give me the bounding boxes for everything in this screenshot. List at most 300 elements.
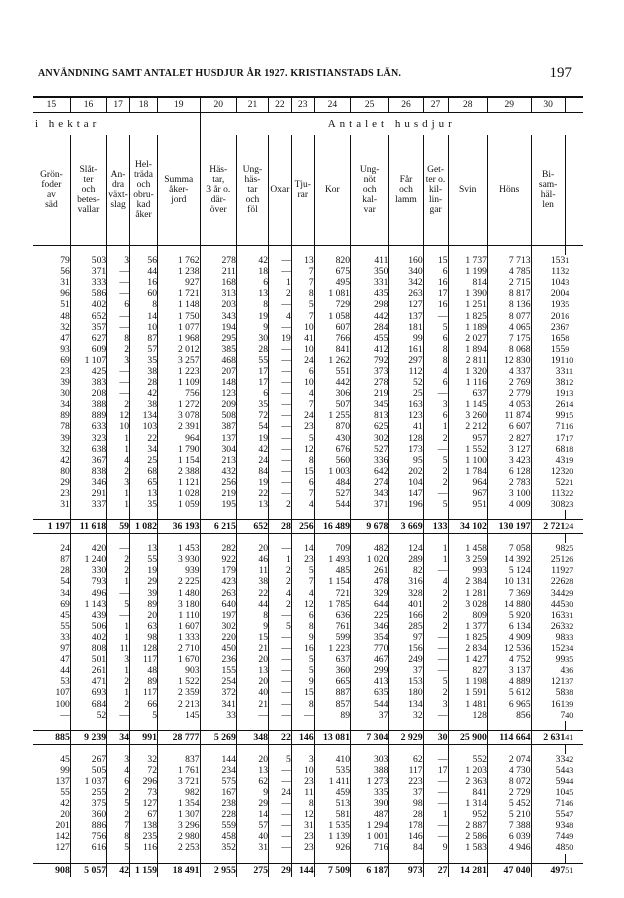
table-cell: 58 — [531, 687, 565, 698]
spacer-row — [33, 534, 583, 544]
table-cell: 201 — [531, 310, 565, 321]
table-row — [33, 288, 583, 299]
table-cell: 68 — [129, 466, 157, 477]
spacer-cell — [70, 246, 106, 256]
row-number: 30 — [565, 599, 574, 609]
total-cell: 1 159 — [129, 863, 157, 877]
total-cell: 22 — [269, 730, 292, 744]
row-number: 11 — [565, 366, 573, 376]
table-cell: 236 — [531, 322, 565, 333]
table-cell: 82 — [389, 565, 423, 576]
row-number: 34 — [565, 644, 574, 654]
table-cell: 32 — [389, 710, 423, 721]
table-cell: — — [269, 377, 292, 388]
table-cell: 1 — [423, 543, 448, 554]
table-cell: 73 — [129, 787, 157, 798]
table-cell: 2 225 — [158, 576, 201, 587]
row-number: 15 — [565, 411, 574, 421]
table-cell: 1 148 — [158, 299, 201, 310]
spacer-cell — [129, 721, 157, 731]
table-cell: 5 — [129, 710, 157, 721]
table-cell: 887 — [314, 687, 350, 698]
table-cell: — — [269, 798, 292, 809]
table-cell: 607 — [314, 322, 350, 333]
spacer-cell — [291, 534, 314, 544]
table-cell: 313 — [200, 288, 236, 299]
table-cell: 2 359 — [158, 687, 201, 698]
column-number-row — [33, 97, 583, 113]
table-cell: 179 — [200, 565, 236, 576]
table-cell: — — [269, 266, 292, 277]
table-row — [33, 333, 583, 344]
table-cell: 1 — [423, 809, 448, 820]
table-cell: 89 — [60, 410, 70, 422]
table-cell: 642 — [350, 466, 388, 477]
table-cell: 128 — [129, 643, 157, 654]
table-cell: 2 391 — [158, 421, 201, 432]
table-cell: 203 — [200, 299, 236, 310]
table-cell: 11 874 — [487, 410, 531, 421]
table-cell: 57 — [129, 344, 157, 355]
table-cell: 66 — [129, 698, 157, 709]
table-cell: 7 175 — [487, 333, 531, 344]
table-cell: 1 145 — [448, 399, 487, 410]
table-cell: 197 — [200, 610, 236, 621]
table-cell: 340 — [389, 266, 423, 277]
spacer-cell — [350, 246, 388, 256]
table-cell: 2 — [423, 433, 448, 444]
spacer-cell — [531, 246, 565, 256]
spacer-cell — [448, 534, 487, 544]
table-cell: 15 — [291, 687, 314, 698]
table-cell: 6 — [423, 266, 448, 277]
total-cell: 1 197 — [33, 520, 70, 534]
spacer-cell — [107, 721, 130, 731]
table-cell: 42 — [236, 255, 268, 266]
table-cell: 161 — [531, 698, 565, 709]
table-cell: 104 — [531, 277, 565, 288]
table-cell: 104 — [389, 477, 423, 488]
table-cell: 1 458 — [448, 543, 487, 554]
table-cell: 323 — [70, 433, 106, 444]
table-row — [33, 820, 583, 831]
column-header: Höns — [487, 135, 531, 246]
column-number: 20 — [200, 97, 236, 113]
table-cell: 401 — [389, 599, 423, 610]
table-cell: 1 314 — [448, 798, 487, 809]
table-cell: 3 180 — [158, 599, 201, 610]
table-cell: 1 825 — [448, 632, 487, 643]
row-number: 8 — [565, 333, 570, 343]
table-cell: — — [291, 710, 314, 721]
table-cell: 316 — [389, 576, 423, 587]
table-cell: 7 — [107, 820, 130, 831]
table-cell: 8 — [236, 610, 268, 621]
table-row — [33, 421, 583, 432]
table-cell: 3 257 — [158, 355, 201, 366]
table-cell: 352 — [200, 842, 236, 853]
table-cell: 20 — [236, 676, 268, 687]
table-cell: 134 — [129, 410, 157, 421]
table-cell: 67 — [129, 809, 157, 820]
spacer-cell — [487, 854, 531, 864]
table-cell: 1 116 — [448, 377, 487, 388]
table-cell: 957 — [448, 433, 487, 444]
table-cell: 4 909 — [487, 632, 531, 643]
table-cell: — — [423, 310, 448, 321]
table-cell: 155 — [200, 665, 236, 676]
table-cell: 62 — [236, 776, 268, 787]
table-cell: 62 — [389, 754, 423, 765]
table-row — [33, 754, 583, 765]
spacer-cell — [158, 854, 201, 864]
table-row — [33, 787, 583, 798]
table-cell: 1 100 — [448, 455, 487, 466]
spacer-cell — [269, 534, 292, 544]
row-number: 29 — [565, 588, 574, 598]
table-cell: 13 — [129, 543, 157, 554]
table-cell: 1 109 — [158, 377, 201, 388]
spacer-cell — [291, 246, 314, 256]
table-cell: 6 134 — [487, 621, 531, 632]
table-row — [33, 687, 583, 698]
table-cell: 127 — [55, 842, 70, 854]
table-cell: 9 — [291, 632, 314, 643]
table-cell: 13 — [236, 665, 268, 676]
table-cell: 28 — [60, 565, 70, 577]
table-cell: — — [423, 754, 448, 765]
table-cell: 84 — [236, 466, 268, 477]
total-cell: 30 — [423, 730, 448, 744]
table-cell: 1 737 — [448, 255, 487, 266]
table-cell: 676 — [314, 444, 350, 455]
table-cell: 263 — [200, 588, 236, 599]
table-cell: 1 281 — [448, 588, 487, 599]
table-cell: 278 — [200, 255, 236, 266]
table-cell: 1 607 — [158, 621, 201, 632]
spacer-cell — [389, 534, 423, 544]
table-cell: 586 — [70, 288, 106, 299]
table-cell: 423 — [200, 576, 236, 587]
table-cell: 2 — [269, 499, 292, 510]
table-row — [33, 554, 583, 565]
table-cell: 870 — [314, 421, 350, 432]
table-cell: 1 493 — [314, 554, 350, 565]
table-cell: 295 — [200, 333, 236, 344]
table-cell: 1 154 — [314, 576, 350, 587]
table-cell: 1 — [269, 554, 292, 565]
spacer-cell — [487, 721, 531, 731]
table-cell: 211 — [200, 266, 236, 277]
spacer-cell — [314, 510, 350, 520]
table-cell: 117 — [129, 687, 157, 698]
table-cell: 2 779 — [487, 388, 531, 399]
table-cell: 193 — [531, 299, 565, 310]
table-cell: 967 — [448, 488, 487, 499]
table-cell: 23 — [291, 842, 314, 853]
table-cell: — — [269, 610, 292, 621]
table-cell: 23 — [60, 365, 70, 377]
table-cell: 1 003 — [314, 466, 350, 477]
table-cell: 373 — [350, 366, 388, 377]
table-cell: — — [269, 477, 292, 488]
table-cell: 6 607 — [487, 421, 531, 432]
table-cell: 52 — [70, 710, 106, 721]
table-cell: 478 — [350, 576, 388, 587]
spacer-row — [33, 246, 583, 256]
table-cell: 814 — [448, 277, 487, 288]
table-cell: 28 — [236, 344, 268, 355]
table-cell: 123 — [531, 466, 565, 477]
table-cell: 652 — [70, 310, 106, 321]
spacer-cell — [350, 744, 388, 754]
table-cell: 350 — [350, 266, 388, 277]
table-cell: 693 — [70, 687, 106, 698]
table-cell: 13 — [291, 255, 314, 266]
table-cell: 138 — [129, 820, 157, 831]
spacer-cell — [269, 854, 292, 864]
table-cell: 209 — [200, 399, 236, 410]
table-cell: 41 — [291, 333, 314, 344]
row-number: 39 — [565, 699, 574, 709]
column-header: Kor — [314, 135, 350, 246]
spacer-cell — [531, 854, 565, 864]
column-number: 16 — [70, 97, 106, 113]
table-cell: 982 — [158, 787, 201, 798]
row-number: 32 — [565, 621, 574, 631]
table-cell: 2 — [107, 554, 130, 565]
column-number: 26 — [389, 97, 423, 113]
table-cell: 345 — [350, 399, 388, 410]
table-row — [33, 299, 583, 310]
spacer-row — [33, 510, 583, 520]
row-number: 5 — [565, 300, 570, 310]
table-cell: 89 — [129, 676, 157, 687]
spacer-cell — [107, 246, 130, 256]
table-cell: 89 — [129, 599, 157, 610]
spacer-cell — [70, 744, 106, 754]
table-cell: 4 — [423, 366, 448, 377]
table-cell: 495 — [314, 277, 350, 288]
spacer-cell — [70, 721, 106, 731]
table-cell: 98 — [389, 798, 423, 809]
table-cell: 2 012 — [158, 344, 201, 355]
table-cell: 99 — [531, 654, 565, 665]
table-cell: 4 — [269, 588, 292, 599]
table-cell: 1 333 — [158, 632, 201, 643]
table-cell: 1 001 — [350, 831, 388, 842]
table-cell: 13 — [236, 765, 268, 776]
table-cell: 208 — [70, 388, 106, 399]
spacer-cell — [269, 246, 292, 256]
spacer-cell — [129, 854, 157, 864]
table-cell: 1 110 — [158, 610, 201, 621]
table-cell: 2 388 — [158, 466, 201, 477]
table-cell: 1 453 — [158, 543, 201, 554]
total-cell: 6 187 — [350, 863, 388, 877]
total-cell: 2 955 — [200, 863, 236, 877]
table-cell: 63 — [129, 621, 157, 632]
table-cell: 153 — [531, 255, 565, 266]
spacer-cell — [448, 510, 487, 520]
table-cell: 97 — [389, 632, 423, 643]
table-cell: 181 — [389, 322, 423, 333]
table-cell: 8 — [129, 299, 157, 310]
table-row — [33, 466, 583, 477]
table-cell: 48 — [60, 310, 70, 322]
total-cell: 36 193 — [158, 520, 201, 534]
table-cell: 42 — [236, 444, 268, 455]
table-cell: 55 — [60, 786, 70, 798]
table-cell: 39 — [129, 588, 157, 599]
column-header: Tju- rar — [291, 135, 314, 246]
page-number: 197 — [549, 65, 572, 81]
table-cell: 4 337 — [487, 366, 531, 377]
table-cell: 134 — [389, 698, 423, 709]
table-cell: — — [107, 377, 130, 388]
table-cell: — — [269, 776, 292, 787]
table-cell: 93 — [60, 343, 70, 355]
table-cell: 357 — [70, 322, 106, 333]
table-cell: 267 — [70, 754, 106, 765]
table-cell: 35 — [129, 499, 157, 510]
table-cell: — — [423, 632, 448, 643]
table-cell: 1 761 — [158, 765, 201, 776]
table-cell: 201 — [55, 820, 70, 832]
table-cell: 5 — [291, 665, 314, 676]
page-header — [0, 66, 624, 84]
table-cell: 2 769 — [487, 377, 531, 388]
spacer-cell — [423, 854, 448, 864]
row-number: 20 — [565, 466, 574, 476]
table-cell: 255 — [70, 787, 106, 798]
table-row — [33, 798, 583, 809]
table-cell: 926 — [314, 842, 350, 853]
group-header-livestock: Antalet husdjur — [200, 113, 583, 136]
row-number: 3 — [565, 278, 570, 288]
table-cell: 256 — [200, 477, 236, 488]
table-cell: 1 273 — [350, 776, 388, 787]
table-row — [33, 444, 583, 455]
table-cell: 1 199 — [448, 266, 487, 277]
table-cell: 1 721 — [158, 288, 201, 299]
table-row — [33, 255, 583, 266]
table-cell: 1 139 — [314, 831, 350, 842]
table-cell: 1 251 — [448, 299, 487, 310]
spacer-cell — [129, 510, 157, 520]
table-cell: 20 — [60, 809, 70, 821]
table-cell: 3 137 — [487, 665, 531, 676]
table-cell: 616 — [70, 842, 106, 853]
table-cell: 1 552 — [448, 444, 487, 455]
table-cell: 9 — [236, 787, 268, 798]
table-cell: — — [269, 388, 292, 399]
table-cell: 2 — [107, 565, 130, 576]
table-cell: 7 — [291, 488, 314, 499]
spacer-cell — [565, 854, 583, 864]
table-cell: 80 — [60, 465, 70, 477]
table-cell: 302 — [200, 621, 236, 632]
spacer-cell — [389, 744, 423, 754]
table-cell: 161 — [389, 344, 423, 355]
table-cell: 200 — [531, 288, 565, 299]
table-cell: — — [269, 410, 292, 421]
table-cell: 636 — [314, 610, 350, 621]
table-cell: 4 889 — [487, 676, 531, 687]
table-cell: 2 253 — [158, 842, 201, 853]
table-cell: 236 — [200, 654, 236, 665]
table-cell: 213 — [200, 455, 236, 466]
table-cell: 2 — [269, 288, 292, 299]
spacer-cell — [291, 721, 314, 731]
table-cell: 48 — [129, 665, 157, 676]
table-cell: 32 — [60, 443, 70, 455]
table-cell: 6 — [423, 333, 448, 344]
table-cell: 28 — [389, 809, 423, 820]
table-cell: 1 262 — [314, 355, 350, 366]
table-cell: 46 — [236, 554, 268, 565]
table-cell: 471 — [70, 676, 106, 687]
table-cell: 60 — [129, 288, 157, 299]
table-cell: 54 — [60, 576, 70, 588]
table-cell: 3 127 — [487, 444, 531, 455]
table-cell: 53 — [60, 676, 70, 688]
total-cell: 497 — [531, 863, 565, 877]
table-cell: 155 — [531, 344, 565, 355]
table-cell: 487 — [350, 809, 388, 820]
table-cell: 508 — [200, 410, 236, 421]
table-cell: 235 — [129, 831, 157, 842]
spacer-cell — [531, 721, 565, 731]
table-cell: 13 — [236, 499, 268, 510]
table-cell: 17 — [236, 377, 268, 388]
table-cell: 297 — [389, 355, 423, 366]
table-cell: 8 — [107, 831, 130, 842]
table-cell: 1 968 — [158, 333, 201, 344]
row-number: 43 — [565, 765, 574, 775]
total-cell: 13 081 — [314, 730, 350, 744]
table-cell: 2 887 — [448, 820, 487, 831]
table-cell: 886 — [70, 820, 106, 831]
table-cell: 2 — [423, 477, 448, 488]
table-cell: 148 — [200, 377, 236, 388]
table-cell: 2 — [423, 466, 448, 477]
table-cell: 223 — [389, 776, 423, 787]
table-cell: 458 — [200, 831, 236, 842]
table-cell: 42 — [60, 454, 70, 466]
table-cell: 59 — [531, 776, 565, 787]
table-cell: 2 — [269, 599, 292, 610]
table-cell: 7 388 — [487, 820, 531, 831]
table-cell: 336 — [350, 455, 388, 466]
table-cell: 439 — [70, 610, 106, 621]
table-cell: 263 — [531, 621, 565, 632]
spacer-cell — [200, 854, 236, 864]
table-cell: 505 — [70, 765, 106, 776]
table-cell: 709 — [314, 543, 350, 554]
row-number: 18 — [565, 444, 574, 454]
table-cell: 637 — [314, 654, 350, 665]
total-cell: 3 669 — [389, 520, 423, 534]
table-cell: — — [269, 399, 292, 410]
group-header-row — [33, 113, 583, 136]
table-cell: 39 — [60, 432, 70, 444]
table-cell: 249 — [389, 654, 423, 665]
table-cell: 26 — [531, 399, 565, 410]
table-cell: 1 750 — [158, 310, 201, 321]
table-cell: 99 — [389, 333, 423, 344]
table-cell: 387 — [200, 421, 236, 432]
